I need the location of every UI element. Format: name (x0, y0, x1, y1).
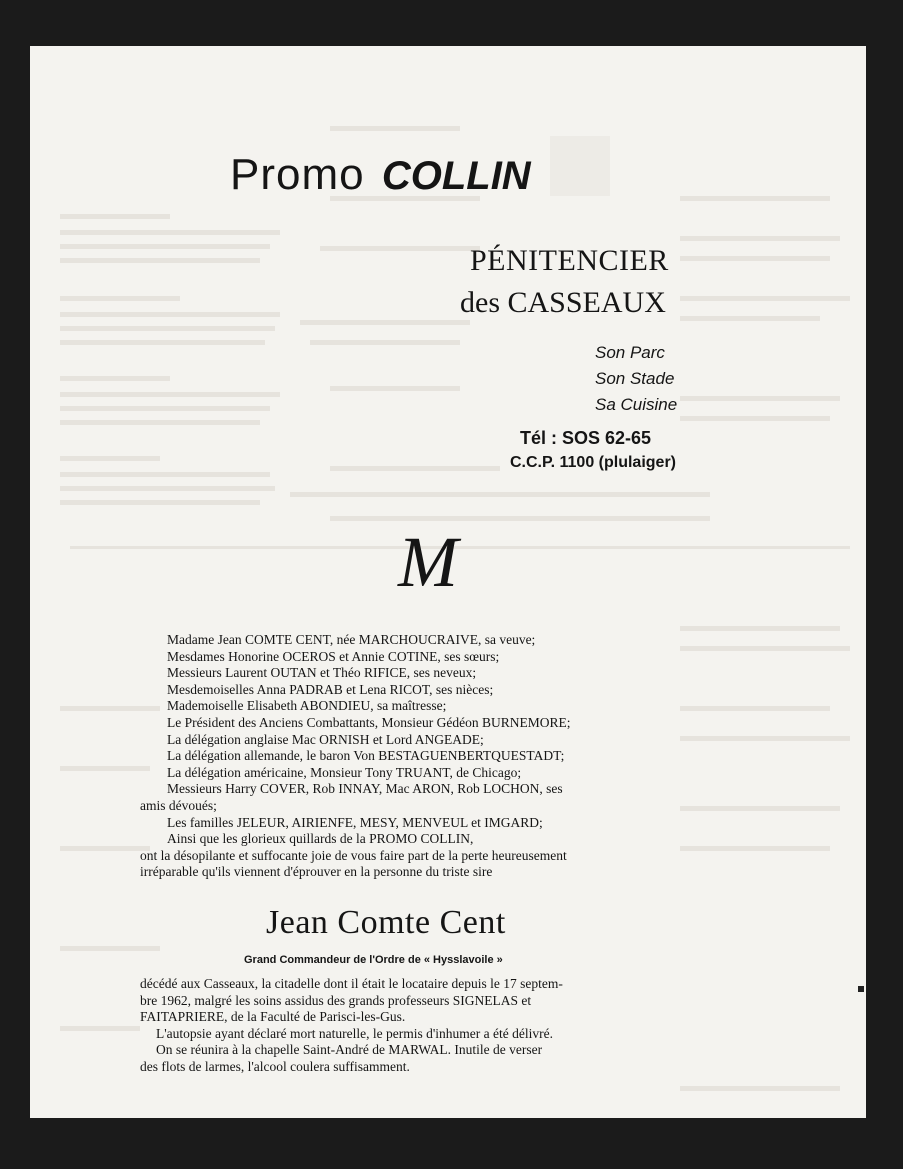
bleed-through-mark (330, 386, 460, 391)
bleed-through-mark (60, 326, 275, 331)
closing-line: FAITAPRIERE, de la Faculté de Parisci-les-Gus. (140, 1009, 406, 1025)
chapel-line: On se réunira à la chapelle Saint-André de MARWAL. Inutile de verser (156, 1042, 543, 1058)
bleed-through-mark (60, 258, 260, 263)
family-line: Mademoiselle Elisabeth ABONDIEU, sa maîtresse; (167, 698, 447, 714)
family-line: La délégation américaine, Monsieur Tony TRUANT, de Chicago; (167, 764, 522, 780)
family-line: Messieurs Harry COVER, Rob INNAY, Mac ARON, Rob LOCHON, ses (167, 781, 563, 797)
family-line: La délégation anglaise Mac ORNISH et Lord ANGEADE; (167, 731, 484, 747)
deceased-name: Jean Comte Cent (266, 904, 506, 941)
bleed-through-mark (680, 236, 840, 241)
promo-name: COLLIN (381, 154, 531, 198)
bleed-through-mark (60, 312, 280, 317)
phone-number: Tél : SOS 62-65 (520, 428, 652, 448)
bleed-through-mark (60, 376, 170, 381)
closing-line: bre 1962, malgré les soins assidus des grands professeurs SIGNELAS et (140, 992, 532, 1008)
bleed-through-mark (310, 340, 460, 345)
bleed-through-mark (60, 230, 280, 235)
bleed-through-mark (60, 244, 270, 249)
feature-cuisine: Sa Cuisine (595, 395, 678, 414)
bleed-through-mark (70, 546, 850, 549)
bleed-through-mark (60, 472, 270, 477)
bleed-through-mark (60, 946, 160, 951)
monogram: M (398, 522, 458, 602)
autopsy-line: L'autopsie ayant déclaré mort naturelle, le permis d'inhumer a été délivré. (156, 1025, 553, 1041)
bleed-through-mark (550, 136, 610, 196)
family-line: La délégation allemande, le baron Von BESTAGUENBERTQUESTADT; (167, 748, 565, 764)
tears-line: des flots de larmes, l'alcool coulera suffisamment. (140, 1058, 410, 1074)
bleed-through-mark (60, 766, 150, 771)
family-line-continuation: amis dévoués; (140, 797, 217, 813)
bleed-through-mark (60, 456, 160, 461)
funeral-notice-page (30, 46, 866, 1118)
announcement-text-2: irréparable qu'ils viennent d'éprouver en la personne du triste sire (140, 864, 493, 880)
feature-stade: Son Stade (595, 369, 675, 388)
family-line: Le Président des Anciens Combattants, Monsieur Gédéon BURNEMORE; (167, 714, 571, 730)
bleed-through-mark (60, 846, 150, 851)
bleed-through-mark (680, 1086, 840, 1091)
bleed-through-mark (60, 1026, 140, 1031)
bleed-through-mark (300, 320, 470, 325)
family-line: Mesdames Honorine OCEROS et Annie COTINE, ses sœurs; (167, 648, 500, 664)
feature-parc: Son Parc (595, 343, 665, 362)
bleed-through-mark (60, 406, 270, 411)
deceased-title: Grand Commandeur de l'Ordre de « Hysslavoile » (244, 954, 503, 966)
announcement-body (140, 632, 760, 881)
closing-text (140, 976, 740, 1076)
bleed-through-mark (320, 246, 480, 251)
announcement-text-1: ont la désopilante et suffocante joie de vous faire part de la perte heureusement (140, 847, 567, 863)
promo-heading (230, 150, 531, 200)
bleed-through-mark (60, 214, 170, 219)
family-line: Messieurs Laurent OUTAN et Théo RIFICE, ses neveux; (167, 665, 477, 681)
bleed-through-mark (60, 500, 260, 505)
family-line: Madame Jean COMTE CENT, née MARCHOUCRAIVE, sa veuve; (167, 632, 536, 647)
bleed-through-mark (330, 466, 500, 471)
family-line: Mesdemoiselles Anna PADRAB et Lena RICOT, ses nièces; (167, 681, 494, 697)
bleed-through-mark (680, 296, 850, 301)
bleed-through-mark (60, 340, 265, 345)
ink-mark (858, 986, 864, 992)
ccp-account: C.C.P. 1100 (plulaiger) (510, 454, 676, 471)
bleed-through-mark (60, 296, 180, 301)
institution-line-2: des CASSEAUX (460, 286, 666, 319)
closing-line: décédé aux Casseaux, la citadelle dont il était le locataire depuis le 17 septem- (140, 976, 563, 991)
bleed-through-mark (330, 516, 710, 521)
bleed-through-mark (290, 492, 710, 497)
bleed-through-mark (60, 486, 275, 491)
families-line: Les familles JELEUR, AIRIENFE, MESY, MENVEUL et IMGARD; (167, 814, 543, 830)
bleed-through-mark (330, 126, 460, 131)
bleed-through-mark (680, 626, 840, 631)
institution-line-1: PÉNITENCIER (470, 244, 669, 277)
bleed-through-mark (680, 316, 820, 321)
bleed-through-mark (60, 392, 280, 397)
promo-word: Promo (230, 150, 365, 199)
bleed-through-mark (60, 420, 260, 425)
bleed-through-mark (680, 196, 830, 201)
bleed-through-mark (680, 396, 840, 401)
bleed-through-mark (680, 256, 830, 261)
quillards-line: Ainsi que les glorieux quillards de la PROMO COLLIN, (167, 831, 474, 847)
bleed-through-mark (680, 416, 830, 421)
